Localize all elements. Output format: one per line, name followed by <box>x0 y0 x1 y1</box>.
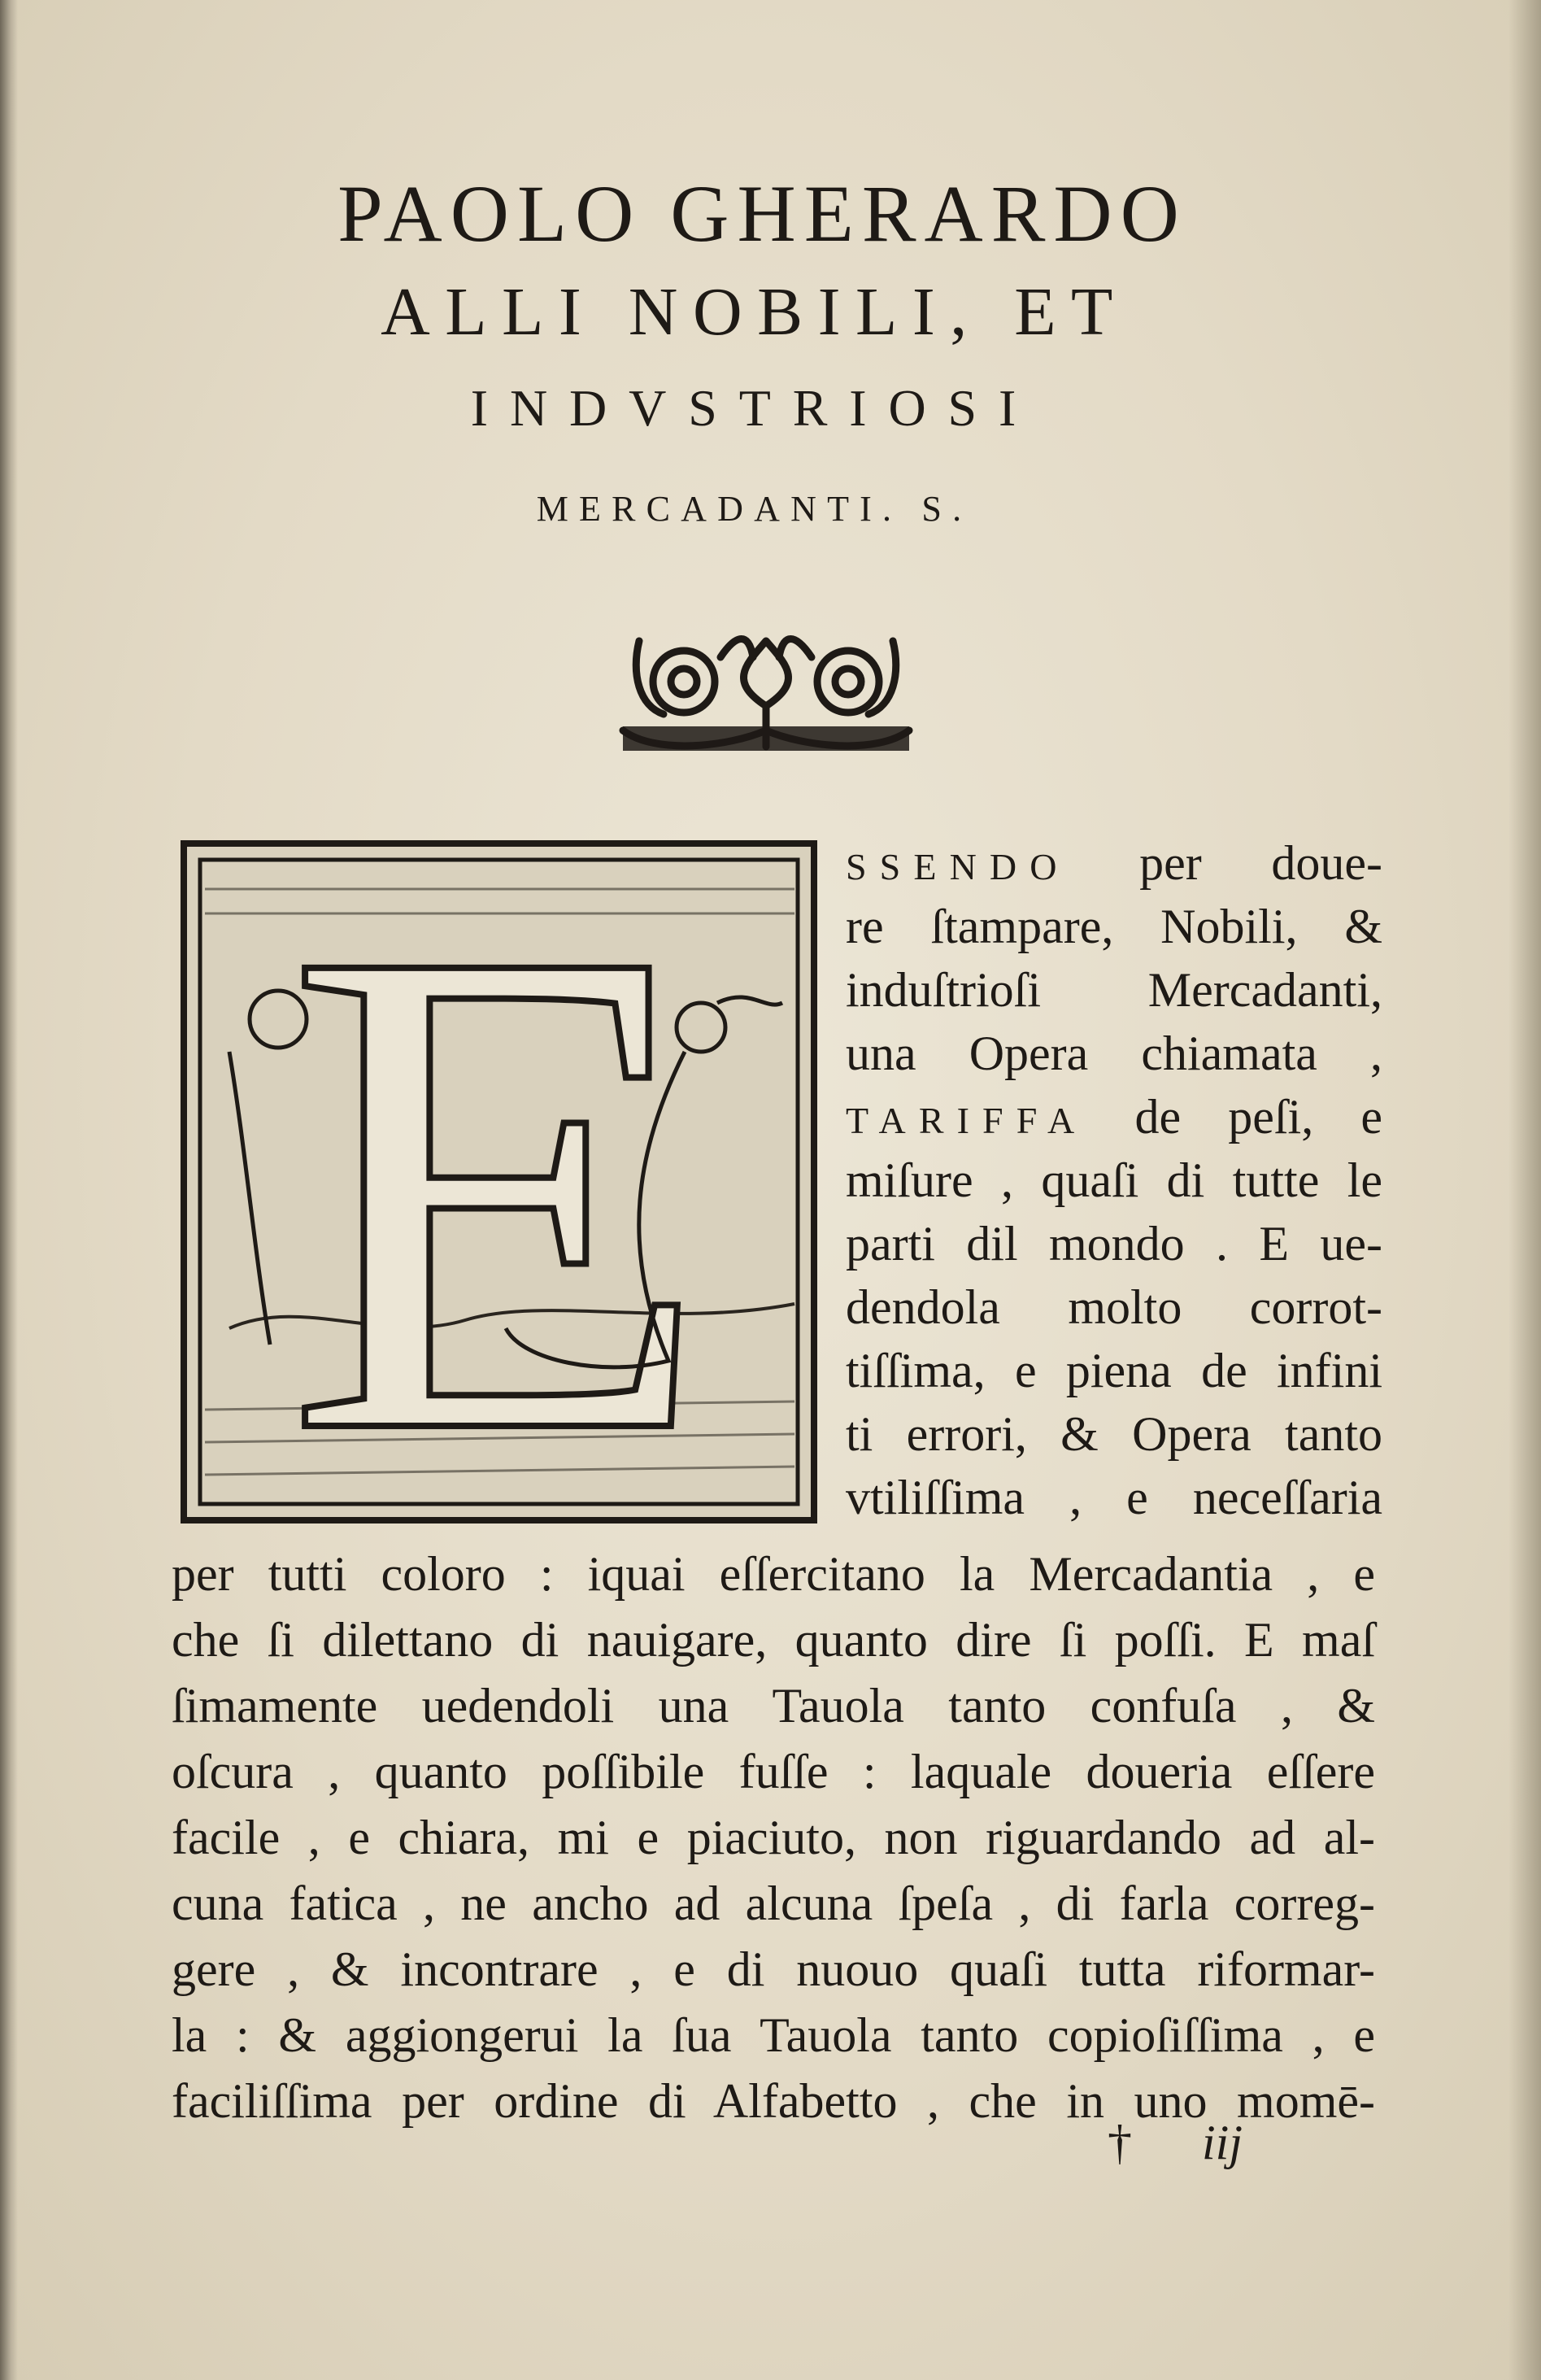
drop-cap-letter: E <box>285 840 712 1523</box>
text-line <box>846 1212 1382 1275</box>
text-line: oſcura , quanto poſſibile fuſſe : laquale doueria eſſere <box>172 1745 1375 1798</box>
signature-mark: † <box>1108 2116 1132 2169</box>
text-line <box>846 895 1382 958</box>
text-line <box>846 1466 1382 1529</box>
text-line <box>846 958 1382 1022</box>
small-caps-word: TARIFFA <box>846 1100 1088 1141</box>
heading-author: PAOLO GHERARDO <box>337 168 1187 259</box>
line-text: una Opera chiamata , <box>846 1027 1382 1080</box>
line-text: dendola molto corrot- <box>846 1280 1382 1334</box>
text-line <box>846 1022 1382 1085</box>
line-text: vtiliſſima , e neceſſaria <box>846 1471 1382 1524</box>
text-line <box>846 1275 1382 1339</box>
line-text: miſure , quaſi di tutte le <box>846 1153 1382 1207</box>
line-text: induſtrioſi Mercadanti, <box>846 963 1382 1017</box>
line-text: re ſtampare, Nobili, & <box>846 900 1382 953</box>
text-line <box>846 1085 1382 1153</box>
text-line: ſimamente uedendoli una Tauola tanto confuſa , & <box>172 1679 1375 1733</box>
text-line: cuna fatica , ne ancho ad alcuna ſpeſa , di farla correg- <box>172 1877 1375 1930</box>
line-text: per doue- <box>1069 836 1382 890</box>
page-edge-left <box>0 0 18 2380</box>
text-line: la : & aggiongerui la ſua Tauola tanto copioſiſſima , e <box>172 2008 1375 2062</box>
text-line <box>846 831 1382 899</box>
line-text: ti errori, & Opera tanto <box>846 1407 1382 1461</box>
text-line: faciliſſima per ordine di Alfabetto , che in uno momē- <box>172 2074 1375 2128</box>
fleuron-ornament <box>607 608 925 758</box>
text-line <box>846 1339 1382 1402</box>
small-caps-word: SSENDO <box>846 846 1070 887</box>
line-text: tiſſima, e piena de infini <box>846 1344 1382 1397</box>
text-line: facile , e chiara, mi e piaciuto, non riguardando ad al- <box>172 1811 1375 1864</box>
text-line: gere , & incontrare , e di nuouo quaſi tutta riformar- <box>172 1942 1375 1996</box>
folio-signature: iij <box>1202 2116 1243 2169</box>
historiated-initial-woodcut <box>181 840 817 1523</box>
heading-dedication-3: MERCADANTI. S. <box>536 489 973 529</box>
page-edge-right <box>1508 0 1541 2380</box>
line-text: parti dil mondo . E ue- <box>846 1217 1382 1271</box>
text-line <box>846 1149 1382 1212</box>
text-line: che ſi dilettano di nauigare, quanto dire ſi poſſi. E maſ <box>172 1613 1375 1667</box>
text-line <box>846 1402 1382 1466</box>
line-text: de peſi, e <box>1087 1090 1382 1144</box>
heading-dedication-2: INDVSTRIOSI <box>470 379 1038 437</box>
text-line: per tutti coloro : iquai eſſercitano la Mercadantia , e <box>172 1547 1375 1601</box>
heading-dedication: ALLI NOBILI, ET <box>381 274 1128 350</box>
